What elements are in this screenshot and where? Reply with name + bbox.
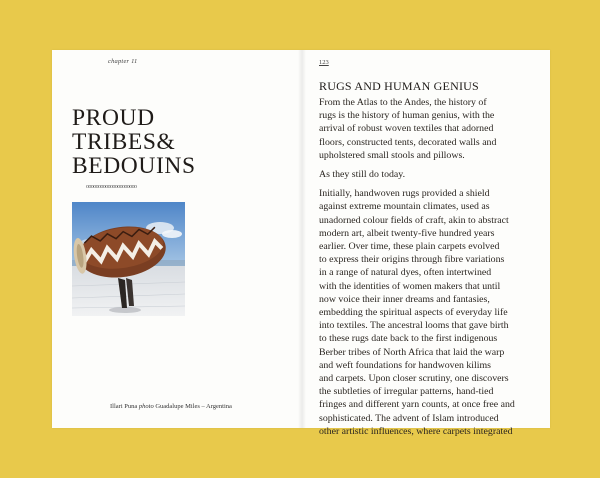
text-line: fringes and different yarn counts, at once free and	[319, 399, 515, 411]
text-line: and weft foundations for handwoven kilims	[319, 359, 491, 371]
text-line: From the Atlas to the Andes, the history of	[319, 97, 487, 108]
chapter-title	[72, 106, 272, 178]
text-line: rugs is the history of human genius, with the	[319, 110, 495, 122]
text-line: with the identities of women makers that until	[319, 280, 501, 292]
chapter-title-line: TRIBES&	[72, 129, 176, 155]
chapter-photo	[72, 202, 185, 316]
text-line: to express their origins through fibre variations	[319, 254, 505, 266]
text-line: in a range of natural dyes, often intertwined	[319, 267, 492, 279]
text-line: now voice their inner dreams and fantasies,	[319, 293, 490, 305]
text-line: embedding the spiritual aspects of everyday life	[319, 307, 508, 319]
caption-credit: Guadalupe Miles – Argentina	[155, 403, 232, 410]
text-line: floors, constructed tents, decorated walls and	[319, 136, 497, 148]
text-line: and carpets. Upon closer scrutiny, one discovers	[319, 373, 509, 385]
text-line: against extreme mountain climates, used as	[319, 201, 490, 213]
text-line: modern art, albeit twenty-five hundred years	[319, 227, 495, 239]
paragraph	[319, 168, 545, 181]
ornament-divider: ooooooooooooooooooooo	[86, 184, 137, 190]
body-text	[319, 96, 545, 438]
paragraph	[319, 96, 545, 162]
text-line: arrival of robust woven textiles that adorned	[319, 123, 494, 135]
chapter-title-line: BEDOUINS	[72, 153, 196, 179]
text-line: sophisticated. The advent of Islam introduced	[319, 412, 499, 424]
text-line: Berber tribes of North Africa that laid the warp	[319, 346, 505, 358]
chapter-title-line: PROUD	[72, 105, 155, 131]
section-heading: RUGS AND HUMAN GENIUS	[319, 79, 479, 93]
text-line: earlier. Over time, these plain carpets evolved	[319, 241, 500, 253]
text-line: into textiles. The ancestral looms that gave birth	[319, 320, 509, 332]
caption-photo-word: photo	[138, 403, 154, 410]
text-line: to these rugs date back to the first indigenous	[319, 333, 498, 345]
text-line: the subtleties of irregular patterns, hand-tied	[319, 386, 494, 398]
rug-carrier-photo	[72, 202, 185, 316]
right-page	[302, 50, 550, 437]
caption-name: Illari Puna	[110, 403, 138, 410]
book-spread	[52, 50, 550, 437]
photo-caption	[110, 403, 300, 410]
text-line: As they still do today.	[319, 169, 406, 181]
text-line: Initially, handwoven rugs provided a shield	[319, 188, 490, 200]
text-line: other artistic influences, where carpets integrated	[319, 425, 513, 437]
chapter-label: chapter 11	[108, 58, 138, 65]
text-line: upholstered small stools and pillows.	[319, 149, 465, 161]
left-page	[52, 50, 302, 428]
paragraph	[319, 187, 545, 438]
page-number: 123	[319, 59, 329, 66]
text-line: unadorned colour fields of craft, akin to abstract	[319, 214, 509, 226]
